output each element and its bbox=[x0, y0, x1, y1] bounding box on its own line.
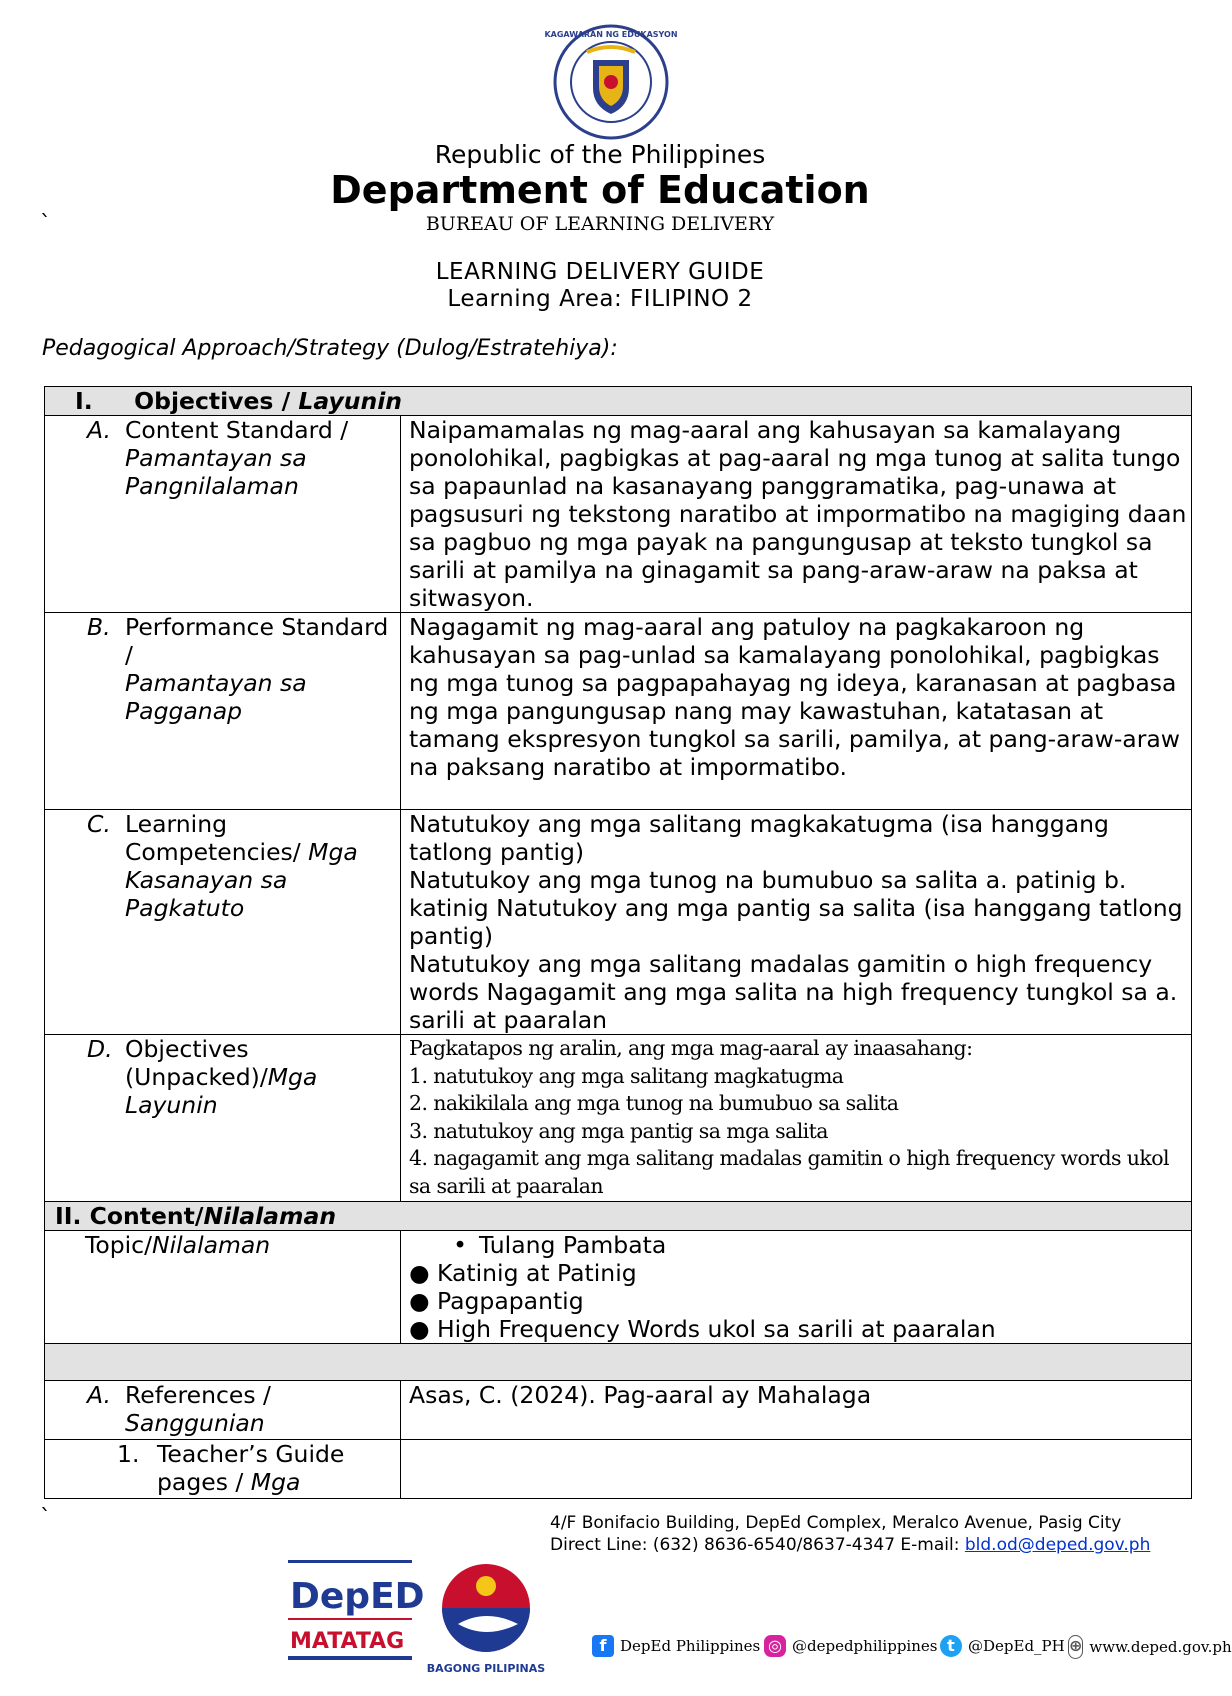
footer-address-block bbox=[550, 1512, 1150, 1556]
bureau-name: BUREAU OF LEARNING DELIVERY bbox=[425, 213, 775, 235]
competency-item: Natutukoy ang mga salitang madalas gamitin o high frequency words Nagagamit ang mga salita na high frequency tungkol sa a. sarili at paaralan bbox=[409, 950, 1178, 1034]
topic-item: Pagpapantig bbox=[437, 1287, 584, 1315]
content-standard-label-italic: Pamantayan sa Pangnilalaman bbox=[125, 444, 307, 500]
social-label: DepEd Philippines bbox=[620, 1637, 761, 1655]
bagong-pilipinas-logo bbox=[428, 1550, 548, 1678]
facebook-icon: f bbox=[592, 1635, 614, 1657]
content-section-header bbox=[45, 1202, 1192, 1231]
stray-mark: ` bbox=[40, 1506, 51, 1531]
bullet-icon: • bbox=[453, 1231, 467, 1259]
teachers-guide-row bbox=[45, 1440, 1192, 1499]
bullet-icon: ● bbox=[409, 1315, 430, 1343]
competencies-label: Learning Competencies/ bbox=[125, 810, 309, 866]
performance-standard-text: Nagagamit ng mag-aaral ang patuloy na pagkakaroon ng kahusayan sa pag-unlad sa kamalayang ponolohikal, pagbigkas ng mga tunog sa pagpapahayag ng ideya, karanasan at pagbasa ng mga pangungusap nang may kawastuhan, katatasan at tamang ekspresyon tungkol sa sarili, pamilya, at pang-araw-araw na paksang naratibo at impormatibo. bbox=[401, 613, 1192, 810]
section-numeral: I. bbox=[75, 387, 93, 415]
content-standard-row bbox=[45, 416, 1192, 613]
social-label: @depedphilippines bbox=[792, 1637, 938, 1655]
competencies-label-italic: Mga Kasanayan sa Pagkatuto bbox=[125, 838, 358, 922]
pedagogical-approach: Pedagogical Approach/Strategy (Dulog/Estratehiya): bbox=[42, 336, 618, 361]
content-standard-text: Naipamamalas ng mag-aaral ang kahusayan sa kamalayang ponolohikal, pagbigkas at pag-aaral ng mga tunog at salita tungo sa papaunlad na kasanayang panggramatika, pag-unawa at pagsusuri ng tekstong naratibo at impormatibo na magiging daan sa pagbuo ng mga payak na pangungusap at teksto tungkol sa sarili at pamilya na ginagamit sa pang-araw-araw na paksa at sitwasyon. bbox=[401, 416, 1192, 613]
row-number: 1. bbox=[117, 1440, 140, 1468]
performance-standard-label: Performance Standard / bbox=[125, 613, 389, 669]
bagong-pilipinas-text: BAGONG PILIPINAS bbox=[426, 1662, 546, 1675]
social-facebook[interactable] bbox=[592, 1635, 760, 1657]
unpacked-item: 4. nagagamit ang mga salitang madalas gamitin o high frequency words ukol sa sarili at paaralan bbox=[409, 1146, 1169, 1198]
deped-matatag-logo bbox=[288, 1560, 425, 1670]
seal-text: KAGAWARAN NG EDUKASYON bbox=[544, 30, 678, 39]
twitter-icon: t bbox=[940, 1635, 962, 1657]
stray-mark: ` bbox=[40, 212, 51, 237]
teachers-guide-label-italic: Mga bbox=[250, 1468, 301, 1496]
footer-address: 4/F Bonifacio Building, DepEd Complex, Meralco Avenue, Pasig City bbox=[550, 1513, 1122, 1533]
guide-title: LEARNING DELIVERY GUIDE bbox=[435, 259, 765, 285]
objectives-title-italic: Layunin bbox=[298, 387, 403, 415]
unpacked-label: Objectives (Unpacked)/ bbox=[125, 1035, 268, 1091]
competency-item: Natutukoy ang mga tunog na bumubuo sa salita a. patinig b. katinig Natutukoy ang mga pantig sa salita (isa hanggang tatlong pantig) bbox=[409, 866, 1183, 950]
bullet-icon: ● bbox=[409, 1259, 430, 1287]
references-label: References / bbox=[125, 1381, 271, 1409]
competency-item: Natutukoy ang mga salitang magkakatugma (isa hanggang tatlong pantig) bbox=[409, 810, 1109, 866]
performance-standard-label-italic: Pamantayan sa Pagganap bbox=[125, 669, 307, 725]
content-title-italic: Nilalaman bbox=[203, 1202, 337, 1230]
performance-standard-row bbox=[45, 613, 1192, 810]
social-label: @DepEd_PH bbox=[968, 1637, 1065, 1655]
footer-email-link[interactable]: bld.od@deped.gov.ph bbox=[964, 1535, 1151, 1555]
topic-item: Katinig at Patinig bbox=[437, 1259, 637, 1287]
row-letter: D. bbox=[87, 1035, 113, 1063]
teachers-guide-label: Teacher’s Guide pages / bbox=[157, 1440, 345, 1496]
social-instagram[interactable] bbox=[764, 1635, 937, 1657]
footer-direct-line: Direct Line: (632) 8636-6540/8637-4347 E-mail: bbox=[550, 1535, 965, 1555]
unpacked-item: 3. natutukoy ang mga pantig sa mga salita bbox=[409, 1118, 828, 1143]
social-label: www.deped.gov.ph bbox=[1089, 1638, 1232, 1656]
matatag-text: MATATAG bbox=[290, 1629, 405, 1654]
republic-line: Republic of the Philippines bbox=[434, 140, 766, 169]
globe-icon: ⊕ bbox=[1068, 1635, 1083, 1659]
learning-area: Learning Area: FILIPINO 2 bbox=[447, 286, 753, 312]
topic-row bbox=[45, 1231, 1192, 1344]
content-standard-label: Content Standard / bbox=[125, 416, 349, 444]
deped-logo-text: DepED bbox=[290, 1576, 425, 1617]
teachers-guide-value bbox=[401, 1440, 1192, 1499]
row-letter: A. bbox=[87, 1381, 111, 1409]
references-row bbox=[45, 1381, 1192, 1440]
unpacked-item: 1. natutukoy ang mga salitang magkatugma bbox=[409, 1063, 844, 1088]
unpacked-intro: Pagkatapos ng aralin, ang mga mag-aaral ay inaasahang: bbox=[409, 1036, 973, 1060]
learning-delivery-table bbox=[44, 386, 1192, 1499]
objectives-title: Objectives / bbox=[134, 387, 299, 415]
row-letter: A. bbox=[87, 416, 111, 444]
social-twitter[interactable] bbox=[940, 1635, 1065, 1657]
social-website[interactable] bbox=[1068, 1635, 1232, 1659]
objectives-section-header bbox=[45, 387, 1192, 416]
topic-label-italic: Nilalaman bbox=[152, 1231, 271, 1259]
empty-shaded-row bbox=[45, 1344, 1192, 1381]
topic-item: High Frequency Words ukol sa sarili at paaralan bbox=[437, 1315, 996, 1343]
unpacked-label-italic: Mga Layunin bbox=[125, 1063, 318, 1119]
deped-seal-logo bbox=[544, 22, 678, 142]
unpacked-objectives-row bbox=[45, 1035, 1192, 1202]
unpacked-item: 2. nakikilala ang mga tunog na bumubuo sa salita bbox=[409, 1091, 899, 1115]
topic-item: Tulang Pambata bbox=[479, 1231, 667, 1259]
row-letter: B. bbox=[87, 613, 111, 641]
row-letter: C. bbox=[87, 810, 111, 838]
instagram-icon: ◎ bbox=[764, 1635, 786, 1657]
bullet-icon: ● bbox=[409, 1287, 430, 1315]
references-text: Asas, C. (2024). Pag-aaral ay Mahalaga bbox=[401, 1381, 1192, 1440]
learning-competencies-row bbox=[45, 810, 1192, 1035]
references-label-italic: Sanggunian bbox=[125, 1409, 265, 1437]
department-title: Department of Education bbox=[330, 168, 870, 212]
content-title: II. Content/ bbox=[55, 1202, 204, 1230]
topic-label: Topic/ bbox=[85, 1231, 153, 1259]
